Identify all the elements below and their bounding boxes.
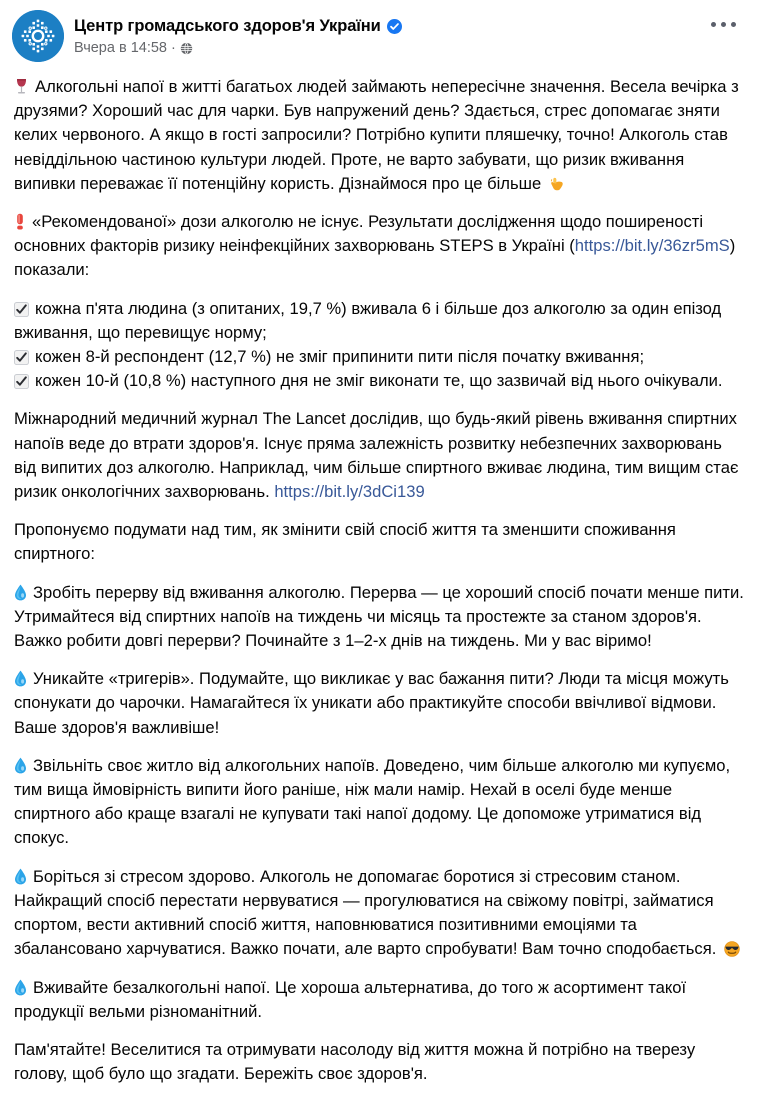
tip-item-2 (14, 667, 746, 740)
tip-item-1-text: Зробіть перерву від вживання алкоголю. Перерва — це хороший спосіб почати менше пити. Утримайтеся від спиртних напоїв на тиждень чи місяць та простежте за станом здоров'я. Важко робити довгі перерви? Починайте з 1–2-х днів на тиждень. Ми у вас віримо! (14, 582, 744, 651)
water-droplet-icon (14, 584, 27, 601)
globe-public-icon[interactable] (180, 42, 193, 55)
paragraph-closing (14, 1038, 746, 1086)
steps-study-link[interactable]: https://bit.ly/36zr5mS (574, 236, 730, 256)
more-dot-3 (731, 22, 736, 27)
tip-item-4-text: Боріться зі стресом здорово. Алкоголь не допомагає боротися зі стресовим станом. Найкращий спосіб перестати нервуватися — прогулюватися на свіжому повітрі, займатися спортом, вести активний спосіб життя, наповнюватися позитивними емоціями та збалансовано харчуватися. Важко почати, але варто спробувати! Вам точно сподобається. (14, 866, 721, 959)
paragraph-recommended-dose-text-b: ) показали: (14, 236, 736, 280)
paragraph-suggestion-intro (14, 518, 746, 566)
post-meta-row (74, 40, 402, 57)
water-droplet-icon (14, 868, 27, 885)
paragraph-recommended-dose (14, 210, 746, 283)
post-header-text (74, 10, 402, 63)
post-body (0, 67, 758, 1096)
post-timestamp[interactable]: Вчера в 14:58 (74, 40, 167, 56)
water-droplet-icon (14, 757, 27, 774)
tip-item-1 (14, 581, 746, 654)
avatar[interactable] (12, 10, 64, 62)
tip-item-5 (14, 976, 746, 1024)
lancet-study-link[interactable]: https://bit.ly/3dCi139 (274, 482, 425, 502)
more-options-icon[interactable] (707, 18, 740, 31)
check-box-icon (14, 374, 29, 389)
list-item-2-text: кожен 8-й респондент (12,7 %) не зміг припинити пити після початку вживання; (35, 347, 645, 367)
check-box-icon (14, 302, 29, 317)
page-name-row (74, 17, 402, 36)
tip-item-3 (14, 754, 746, 851)
paragraph-intro (14, 75, 746, 196)
more-dot-2 (721, 22, 726, 27)
list-item-2 (14, 345, 746, 369)
smiling-face-with-sunglasses-icon (724, 941, 740, 957)
tip-item-3-text: Звільніть своє житло від алкогольних напоїв. Доведено, чим більше алкоголю ми купуємо, тим вища ймовірність випити його раніше, ніж мали намір. Нехай в оселі буде менше спиртного або краще взагалі не купувати такі напої додому. Це допоможе утриматися від спокус. (14, 755, 731, 848)
paragraph-closing-text: Пам'ятайте! Веселитися та отримувати насолоду від життя можна й потрібно на тверезу голову, щоб було що згадати. Бережіть своє здоров'я. (14, 1039, 696, 1084)
exclamation-mark-icon (14, 213, 26, 230)
list-item-1 (14, 297, 746, 345)
list-item-1-text: кожна п'ята людина (з опитаних, 19,7 %) вживала 6 і більше доз алкоголю за один епізод вживання, що перевищує норму; (14, 298, 722, 342)
more-dot-1 (711, 22, 716, 27)
tip-item-5-text: Вживайте безалкогольні напої. Це хороша альтернатива, до того ж асортимент такої продукції вельми різноманітний. (14, 977, 687, 1021)
meta-separator: · (170, 40, 176, 56)
pointing-down-icon (549, 176, 565, 192)
wine-glass-icon (14, 78, 29, 95)
paragraph-lancet-text: Міжнародний медичний журнал The Lancet дослідив, що будь-який рівень вживання спиртних напоїв веде до втрати здоров'я. Існує пряма залежність розвитку небезпечних захворювань від випитих доз алкоголю. Наприклад, чим більше спиртного вживає людина, тим вищим стає ризик онкологічних захворювань. (14, 409, 739, 502)
list-item-3-text: кожен 10-й (10,8 %) наступного дня не зміг виконати те, що зазвичай від нього очікували. (35, 371, 723, 391)
water-droplet-icon (14, 670, 27, 687)
verified-badge-icon (387, 19, 402, 34)
paragraph-recommended-dose-text-a: «Рекомендованої» дози алкоголю не існує. Результати дослідження щодо поширеності основних факторів ризику неінфекційних захворювань STEPS в Україні ( (14, 212, 704, 256)
paragraph-suggestion-intro-text: Пропонуємо подумати над тим, як змінити свій спосіб життя та зменшити споживання спиртного: (14, 520, 676, 564)
page-name[interactable]: Центр громадського здоров'я України (74, 17, 381, 35)
paragraph-lancet (14, 407, 746, 504)
tip-item-2-text: Уникайте «тригерів». Подумайте, що викликає у вас бажання пити? Люди та місця можуть спонукати до чарочки. Намагайтеся їх уникати або практикуйте способи ввічливої відмови. Ваше здоров'я важливіше! (14, 669, 729, 737)
list-item-3 (14, 369, 746, 393)
paragraph-intro-text: Алкогольні напої в житті багатьох людей займають непересічне значення. Весела вечірка з друзями? Хороший час для чарки. Був напружений день? Здається, стрес допомагає зняти келих червоного. А якщо в гості запросили? Потрібно купити пляшечку, точно! Алкоголь став невіддільною частиною культури людей. Проте, не варто забувати, що ризик вживання випивки переважає її потенційну користь. Дізнаймося про це більше (14, 77, 739, 193)
water-droplet-icon (14, 979, 27, 996)
check-box-icon (14, 350, 29, 365)
post-header (0, 0, 758, 67)
